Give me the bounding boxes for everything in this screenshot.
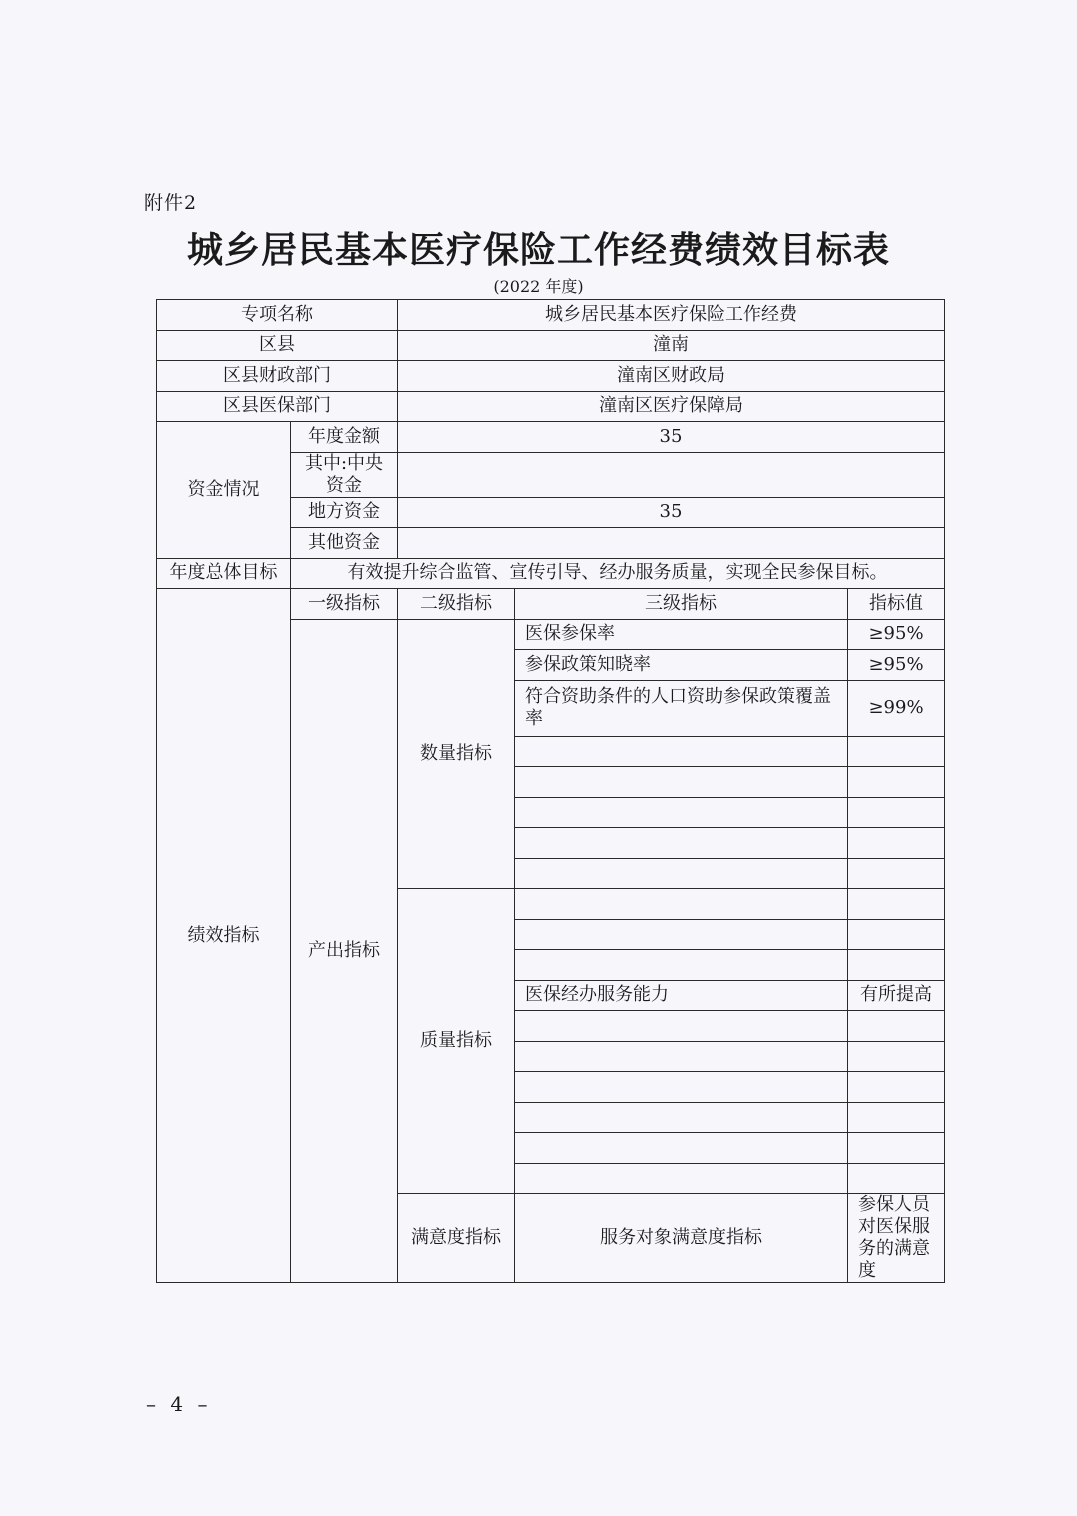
header-level1: 一级指标 — [291, 589, 398, 620]
empty-cell — [848, 828, 945, 859]
empty-cell — [515, 1072, 848, 1103]
table-row — [157, 422, 945, 453]
indicator-name: 医保经办服务能力 — [515, 980, 848, 1011]
empty-cell — [848, 1072, 945, 1103]
empty-cell — [848, 919, 945, 950]
header-level2: 二级指标 — [398, 589, 515, 620]
table-row — [157, 391, 945, 422]
table-row — [157, 558, 945, 589]
header-value: 指标值 — [848, 589, 945, 620]
annual-amount-value: 35 — [398, 422, 945, 453]
indicator-value: ≥95% — [848, 619, 945, 650]
indicator-name: 医保参保率 — [515, 619, 848, 650]
finance-dept-label: 区县财政部门 — [157, 361, 398, 392]
empty-cell — [515, 1163, 848, 1194]
performance-label: 绩效指标 — [157, 589, 291, 1283]
empty-cell — [848, 1011, 945, 1042]
medical-dept-label: 区县医保部门 — [157, 391, 398, 422]
empty-cell — [848, 1163, 945, 1194]
empty-cell — [515, 858, 848, 889]
empty-cell — [515, 797, 848, 828]
indicator-name: 符合资助条件的人口资助参保政策覆盖率 — [515, 680, 848, 736]
empty-cell — [848, 889, 945, 920]
empty-cell — [515, 828, 848, 859]
quantity-indicator-label: 数量指标 — [398, 619, 515, 889]
central-funds-value — [398, 452, 945, 497]
finance-dept-value: 潼南区财政局 — [398, 361, 945, 392]
empty-cell — [515, 950, 848, 981]
empty-cell — [848, 950, 945, 981]
year-label: (2022 年度) — [493, 277, 584, 296]
annual-goal-label: 年度总体目标 — [157, 558, 291, 589]
satisfaction-level1: 满意度指标 — [398, 1194, 515, 1283]
empty-cell — [515, 919, 848, 950]
empty-cell — [848, 736, 945, 767]
empty-cell — [515, 736, 848, 767]
output-indicator-label: 产出指标 — [291, 619, 398, 1283]
quality-indicator-label: 质量指标 — [398, 889, 515, 1194]
table-row — [157, 300, 945, 331]
empty-cell — [515, 1011, 848, 1042]
empty-cell — [848, 1133, 945, 1164]
empty-cell — [515, 767, 848, 798]
table-row — [157, 361, 945, 392]
empty-cell — [848, 858, 945, 889]
performance-table — [156, 299, 945, 1283]
empty-cell — [848, 767, 945, 798]
project-name-label: 专项名称 — [157, 300, 398, 331]
project-name-value: 城乡居民基本医疗保险工作经费 — [398, 300, 945, 331]
district-value: 潼南 — [398, 330, 945, 361]
table-row — [157, 330, 945, 361]
empty-cell — [848, 1041, 945, 1072]
local-funds-label: 地方资金 — [291, 497, 398, 528]
satisfaction-indicator-name: 参保人员对医保服务的满意度 — [848, 1194, 945, 1283]
empty-cell — [848, 1102, 945, 1133]
other-funds-value — [398, 528, 945, 559]
central-funds-label: 其中:中央资金 — [291, 452, 398, 497]
indicator-value: 有所提高 — [848, 980, 945, 1011]
empty-cell — [515, 1102, 848, 1133]
annual-goal-value: 有效提升综合监管、宣传引导、经办服务质量，实现全民参保目标。 — [291, 558, 945, 589]
empty-cell — [515, 1041, 848, 1072]
page-number: – 4 – — [146, 1392, 212, 1416]
district-label: 区县 — [157, 330, 398, 361]
attachment-label: 附件2 — [144, 192, 198, 214]
empty-cell — [515, 889, 848, 920]
indicator-name: 参保政策知晓率 — [515, 650, 848, 681]
table-row — [157, 589, 945, 620]
empty-cell — [848, 797, 945, 828]
annual-amount-label: 年度金额 — [291, 422, 398, 453]
page-title: 城乡居民基本医疗保险工作经费绩效目标表 — [186, 229, 890, 271]
satisfaction-level2: 服务对象满意度指标 — [515, 1194, 848, 1283]
medical-dept-value: 潼南区医疗保障局 — [398, 391, 945, 422]
header-level3: 三级指标 — [515, 589, 848, 620]
empty-cell — [515, 1133, 848, 1164]
funds-label: 资金情况 — [157, 422, 291, 559]
indicator-value: ≥99% — [848, 680, 945, 736]
other-funds-label: 其他资金 — [291, 528, 398, 559]
local-funds-value: 35 — [398, 497, 945, 528]
indicator-value: ≥95% — [848, 650, 945, 681]
